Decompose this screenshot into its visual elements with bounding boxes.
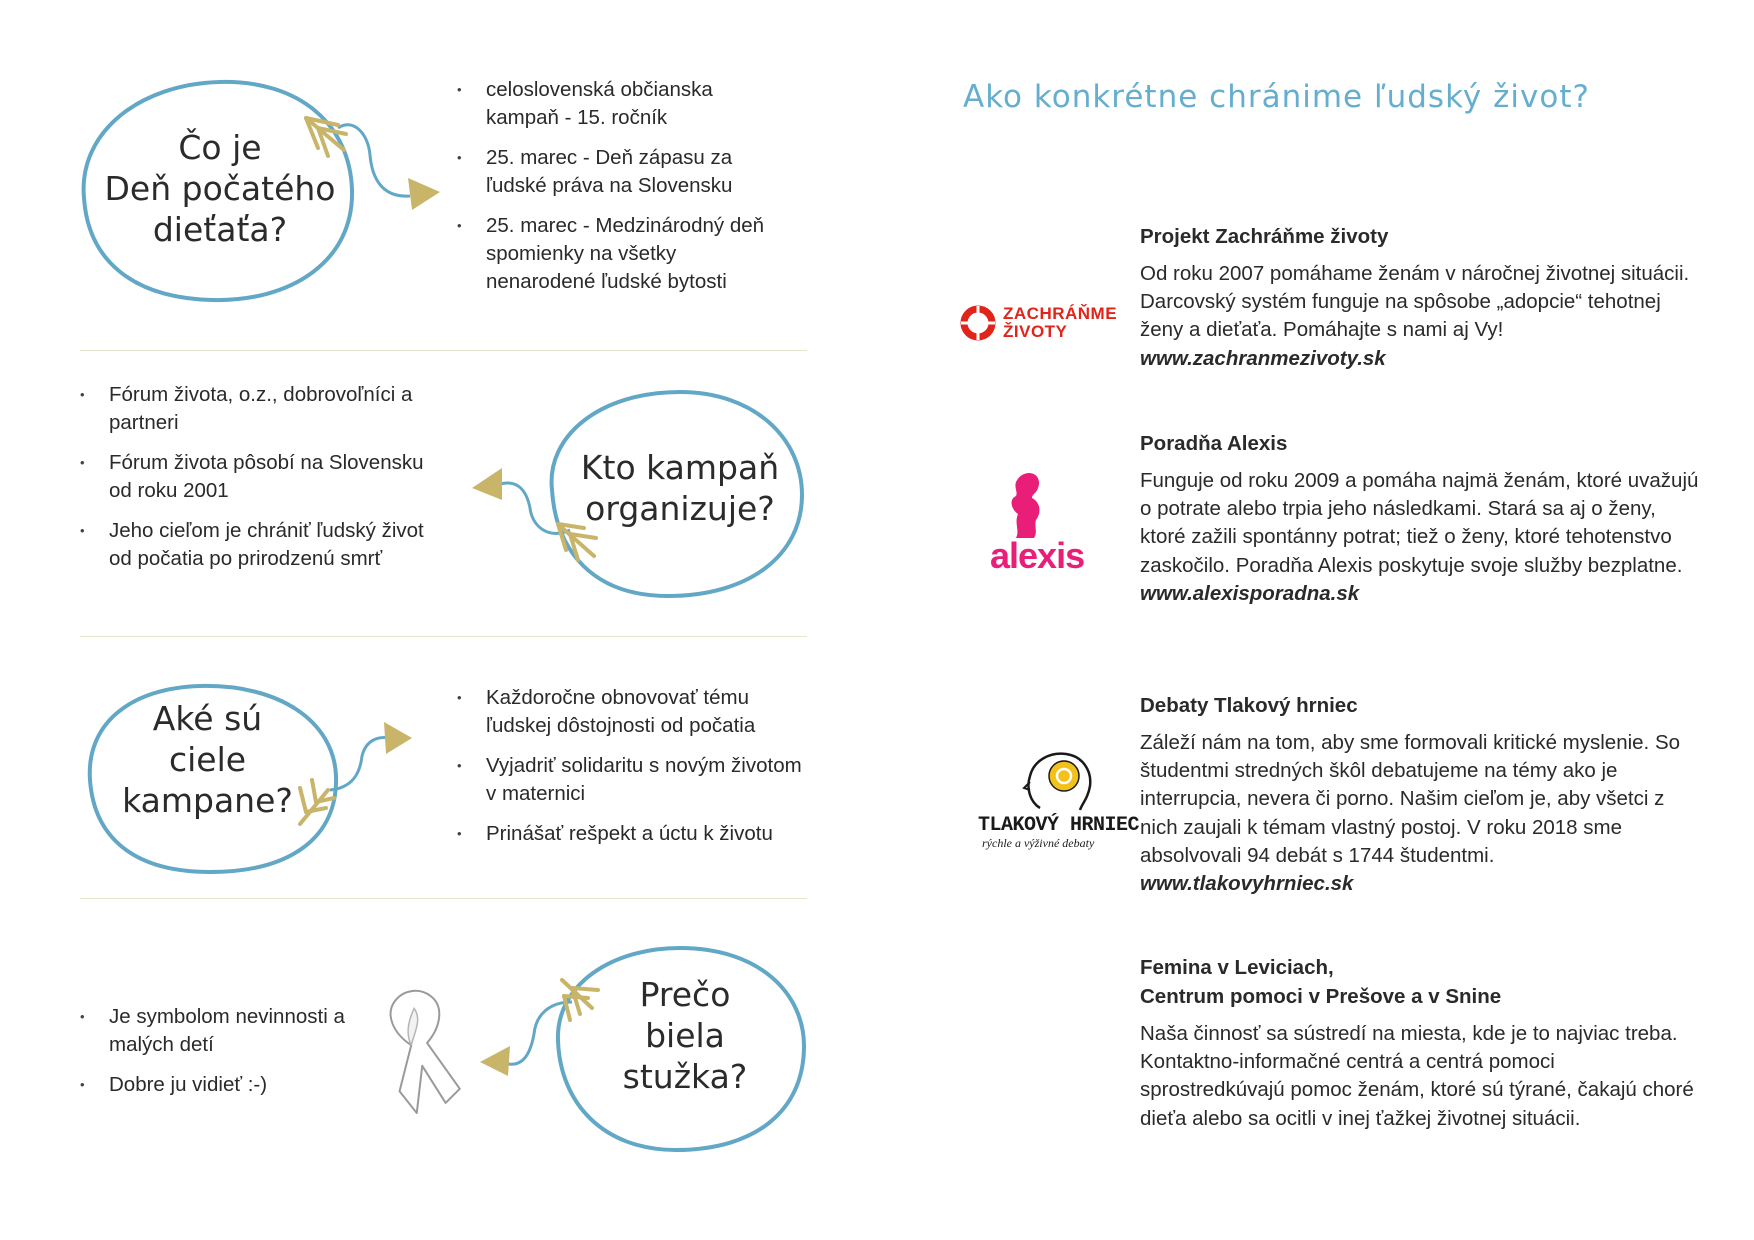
arrow-head [384, 722, 412, 754]
bubble-line: Kto kampaň [580, 448, 780, 487]
section-divider [80, 636, 807, 637]
entry-title: Debaty Tlakový hrniec [1140, 694, 1358, 717]
bubble-line: kampane? [122, 781, 293, 820]
bubble-line: biela [645, 1016, 725, 1055]
entry-text: Od roku 2007 pomáhame ženám v náročnej životnej situácii. Darcovský systém funguje na spôsobe „adopcie“ tehotnej ženy a dieťaťa. Pomáhajte s nami aj Vy! [1140, 262, 1690, 342]
thinking-head-icon [1020, 748, 1100, 814]
curly-connector [330, 738, 390, 790]
entry-femina [1140, 953, 1700, 1133]
entry-title: Poradňa Alexis [1140, 432, 1288, 455]
entry-link[interactable]: www.zachranmezivoty.sk [1140, 346, 1386, 370]
entry-zachranme [1140, 222, 1700, 373]
bubble-line: ciele [168, 740, 247, 779]
entry-text: Funguje od roku 2009 a pomáha najmä ženám, ktoré uvažujú o potrate alebo trpia jeho následkami. Stará sa aj o ženy, ktoré zažili spontánny potrat; tiež o ženy, ktoré tehotenstvo zaskočilo. Poradňa Alexis poskytuje svoje služby bezplatne. [1140, 469, 1699, 577]
alexis-logo [990, 470, 1110, 590]
logo-text: ZACHRÁŇME [1003, 304, 1118, 323]
white-ribbon-icon [386, 986, 462, 1115]
arrow-head [408, 178, 440, 210]
tlakovy-hrniec-logo [970, 748, 1140, 850]
list-item: • Fórum života, o.z., dobrovoľníci a partneri [80, 381, 430, 437]
section-divider [80, 898, 807, 899]
arrow-head [472, 468, 502, 500]
bubble-line: Deň počatého [104, 169, 336, 208]
list-item: • 25. marec - Deň zápasu za ľudské práva na Slovensku [457, 144, 777, 200]
bubble-title-who [565, 447, 795, 529]
bullets-goals [457, 684, 807, 860]
bubble-line: Čo je [178, 128, 262, 167]
list-item: • Každoročne obnovovať tému ľudskej dôstojnosti od počatia [457, 684, 807, 740]
bubble-line: Aké sú [152, 699, 263, 738]
bullets-what [457, 76, 777, 308]
bubble-line: stužka? [622, 1057, 748, 1096]
entry-title-line: Femina v Leviciach, [1140, 956, 1334, 979]
lifebuoy-icon [960, 305, 996, 341]
bubble-line: dieťaťa? [152, 210, 288, 249]
list-item: • 25. marec - Medzinárodný deň spomienky na všetky nenarodené ľudské bytosti [457, 212, 777, 296]
bubble-title-why [580, 974, 790, 1097]
entry-link[interactable]: www.tlakovyhrniec.sk [1140, 872, 1354, 896]
list-item: • Prinášať rešpekt a úctu k životu [457, 820, 807, 848]
zachranme-zivoty-logo [960, 300, 1120, 344]
page-title: Ako konkrétne chránime ľudský život? [963, 79, 1590, 115]
list-item: • Jeho cieľom je chrániť ľudský život od počatia po prirodzenú smrť [80, 517, 430, 573]
entry-title [1140, 982, 1700, 1011]
bubble-line: Prečo [639, 975, 731, 1014]
list-item: • Vyjadriť solidaritu s novým životom v maternici [457, 752, 807, 808]
list-item: • Dobre ju vidieť :-) [80, 1071, 370, 1099]
list-item: • celoslovenská občianska kampaň - 15. ročník [457, 76, 777, 132]
entry-tlakovy-hrniec [1140, 691, 1700, 898]
woman-silhouette-icon [994, 470, 1064, 540]
logo-text: alexis [990, 535, 1085, 576]
entry-alexis [1140, 429, 1700, 608]
list-item: • Je symbolom nevinnosti a malých detí [80, 1003, 370, 1059]
arrow-head [480, 1046, 510, 1076]
bubble-title-goals [95, 698, 320, 821]
entry-title: Projekt Zachráňme životy [1140, 225, 1389, 248]
arrow-feather [558, 524, 596, 560]
logo-text: ŽIVOTY [1003, 322, 1068, 341]
entry-text: Naša činnosť sa sústredí na miesta, kde je to najviac treba. Kontaktno-informačné centrá a centrá pomoci sprostredkúvajú pomoc ženám, ktoré sú týrané, čakajú choré dieťa alebo sa ocitli v inej ťažkej životnej situácii. [1140, 1022, 1694, 1130]
logo-tagline: rýchle a výživné debaty [982, 836, 1095, 850]
list-item: • Fórum života pôsobí na Slovensku od roku 2001 [80, 449, 430, 505]
entry-text: Záleží nám na tom, aby sme formovali kritické myslenie. So študentmi stredných škôl debatujeme na témy ako je interrupcia, nevera či porno. Našim cieľom je, aby všetci z nich zaujali k témam vlastný postoj. V roku 2018 sme absolvovali 94 debát s 1744 študentmi. [1140, 731, 1681, 867]
bullets-why [80, 1003, 370, 1111]
section-divider [80, 350, 807, 351]
entry-title-line: Centrum pomoci v Prešove a v Snine [1140, 985, 1502, 1008]
logo-text: TLAKOVÝ HRNIEC [978, 814, 1140, 837]
bubble-line: organizuje? [585, 489, 775, 528]
entry-title [1140, 953, 1700, 982]
bubble-title-what [100, 127, 340, 250]
entry-link[interactable]: www.alexisporadna.sk [1140, 581, 1360, 605]
bullets-who [80, 381, 430, 585]
